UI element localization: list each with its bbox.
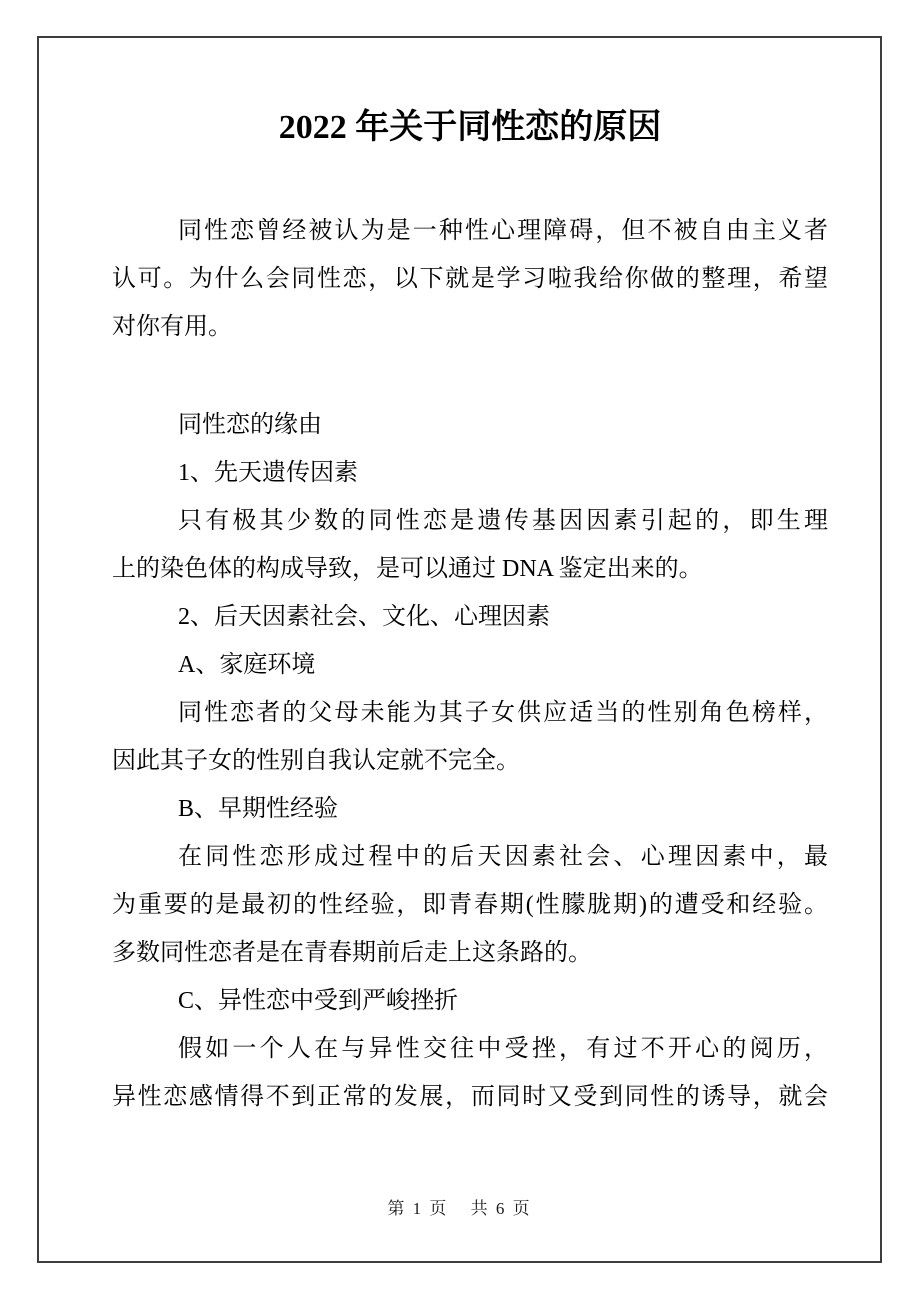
document-title: 2022 年关于同性恋的原因 <box>278 109 662 146</box>
body-paragraph <box>112 689 828 785</box>
document-content <box>112 0 828 1121</box>
page-footer <box>37 1196 882 1222</box>
heading-paragraph <box>112 449 828 497</box>
heading-paragraph <box>112 641 828 689</box>
text-line: B、早期性经验 <box>178 796 339 822</box>
text-line: 因此其子女的性别自我认定就不完全。 <box>112 748 520 774</box>
text-line: 认可。为什么会同性恋，以下就是学习啦我给你做的整理，希望 <box>112 266 828 292</box>
text-line: 假如一个人在与异性交往中受挫，有过不开心的阅历， <box>178 1036 828 1062</box>
heading-paragraph <box>112 593 828 641</box>
text-line: 同性恋的缘由 <box>178 412 322 438</box>
text-line: 1、先天遗传因素 <box>178 460 358 486</box>
text-line: C、异性恋中受到严峻挫折 <box>178 988 459 1014</box>
heading-paragraph <box>112 401 828 449</box>
heading-paragraph <box>112 977 828 1025</box>
text-line: 上的染色体的构成导致，是可以通过 DNA 鉴定出来的。 <box>112 556 703 582</box>
footer-total-pages: 共 6 页 <box>470 1199 532 1218</box>
body-paragraph <box>112 497 828 593</box>
text-line: 为重要的是最初的性经验，即青春期(性朦胧期)的遭受和经验。 <box>112 892 828 918</box>
text-line: A、家庭环境 <box>178 652 316 678</box>
text-line: 同性恋者的父母未能为其子女供应适当的性别角色榜样， <box>178 700 828 726</box>
text-line: 多数同性恋者是在青春期前后走上这条路的。 <box>112 940 592 966</box>
text-line: 异性恋感情得不到正常的发展，而同时又受到同性的诱导，就会 <box>112 1084 828 1110</box>
heading-paragraph <box>112 785 828 833</box>
body-paragraph <box>112 207 828 351</box>
body-paragraph <box>112 833 828 977</box>
text-line: 只有极其少数的同性恋是遗传基因因素引起的，即生理 <box>178 508 828 534</box>
body-paragraph <box>112 1025 828 1121</box>
text-line: 2、后天因素社会、文化、心理因素 <box>178 604 550 630</box>
footer-current-page: 第 1 页 <box>387 1199 449 1218</box>
text-line: 在同性恋形成过程中的后天因素社会、心理因素中，最 <box>178 844 828 870</box>
document-body <box>112 207 828 1121</box>
text-line: 同性恋曾经被认为是一种性心理障碍，但不被自由主义者 <box>178 218 828 244</box>
text-line: 对你有用。 <box>112 314 232 340</box>
